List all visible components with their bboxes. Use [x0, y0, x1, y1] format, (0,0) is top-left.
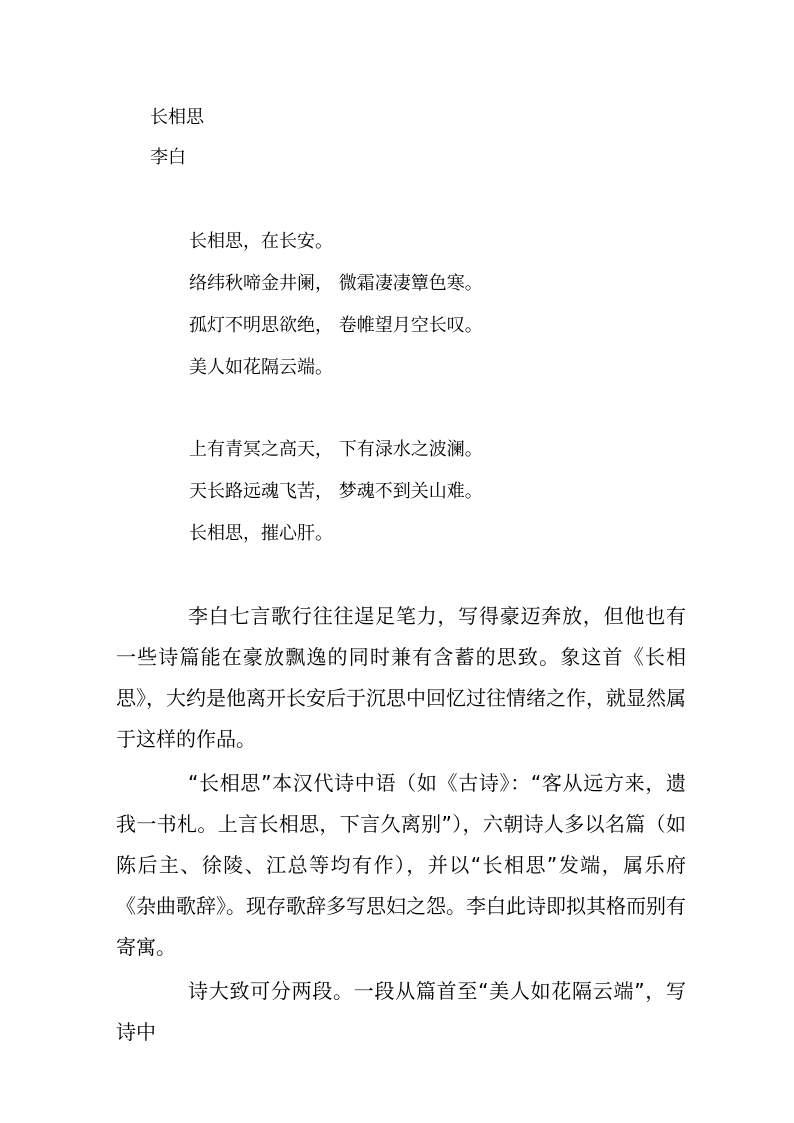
poem-line: 长相思，在长安。	[189, 231, 333, 252]
poem-line: 上有青冥之高天， 下有渌水之波澜。	[189, 439, 483, 460]
poem-line: 美人如花隔云端。	[189, 357, 333, 378]
poem-author: 李白	[150, 147, 186, 168]
poem-line: 天长路远魂飞苦， 梦魂不到关山难。	[189, 481, 483, 502]
commentary-paragraph: 李白七言歌行往往逞足笔力，写得豪迈奔放，但他也有一些诗篇能在豪放飘逸的同时兼有含蓄的思致。象这首《长相思》，大约是他离开长安后于沉思中回忆过往情绪之作，就显然属于这样的作品。	[116, 604, 686, 751]
commentary-paragraph: “长相思”本汉代诗中语（如《古诗》：“客从远方来，遗我一书札。上言长相思，下言久离别”），六朝诗人多以名篇（如陈后主、徐陵、江总等均有作），并以“长相思”发端，属乐府《杂曲歌辞》。现存歌辞多写思妇之怨。李白此诗即拟其格而别有寄寓。	[116, 771, 686, 959]
poem-line: 络纬秋啼金井阑， 微霜凄凄簟色寒。	[189, 273, 483, 294]
poem-line: 长相思，摧心肝。	[189, 523, 333, 544]
poem-line: 孤灯不明思欲绝， 卷帷望月空长叹。	[189, 315, 483, 336]
poem-title: 长相思	[150, 107, 204, 128]
commentary-paragraph: 诗大致可分两段。一段从篇首至“美人如花隔云端”，写诗中	[116, 979, 686, 1044]
